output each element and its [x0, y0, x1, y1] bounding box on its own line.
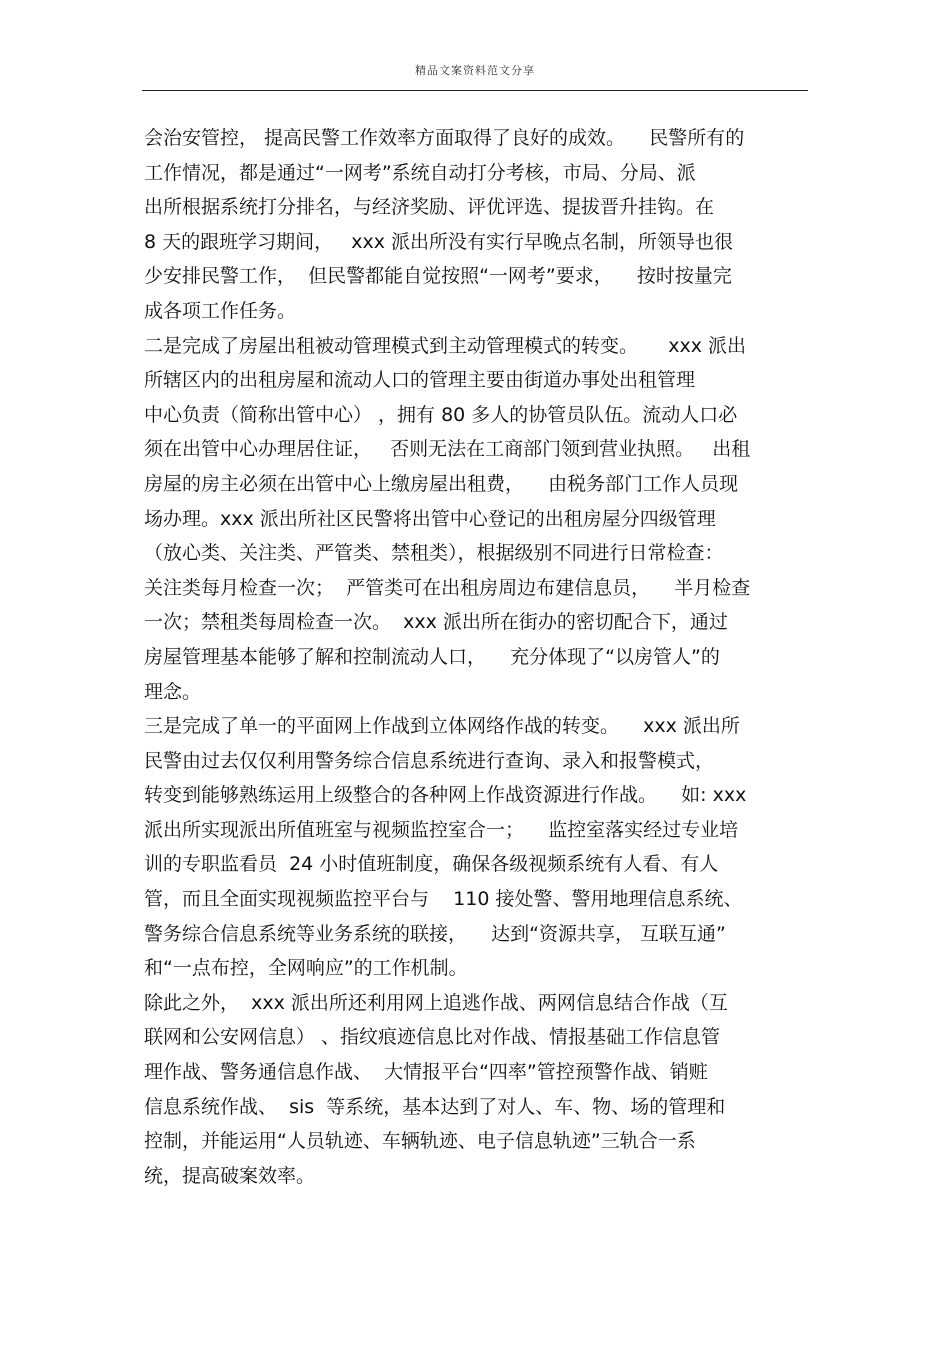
text-line: 中心负责（简称出管中心） ，拥有 80 多人的协管员队伍。流动人口必: [144, 403, 738, 426]
text-line: 联网和公安网信息） 、指纹痕迹信息比对作战、情报基础工作信息管: [144, 1026, 721, 1049]
text-line: 出所根据系统打分排名，与经济奖励、评优评选、提拔晋升挂钩。在: [144, 196, 715, 219]
text-line: 成各项工作任务。: [144, 299, 297, 322]
text-line: 一次；禁租类每周检查一次。 xxx 派出所在街办的密切配合下，通过: [144, 611, 728, 634]
text-line: 房屋的房主必须在出管中心上缴房屋出租费， 由税务部门工作人员现: [144, 472, 739, 495]
text-line: 三是完成了单一的平面网上作战到立体网络作战的转变。 xxx 派出所: [144, 715, 740, 738]
text-line: 少安排民警工作， 但民警都能自觉按照“一网考”要求， 按时按量完: [144, 265, 732, 288]
text-line: 除此之外， xxx 派出所还利用网上追逃作战、两网信息结合作战（互: [144, 991, 728, 1014]
text-line: 场办理。xxx 派出所社区民警将出管中心登记的出租房屋分四级管理: [144, 507, 716, 530]
text-line: 统，提高破案效率。: [144, 1164, 316, 1187]
header-divider: [142, 90, 808, 91]
text-line: 房屋管理基本能够了解和控制流动人口， 充分体现了“以房管人”的: [144, 645, 720, 668]
text-line: 二是完成了房屋出租被动管理模式到主动管理模式的转变。 xxx 派出: [144, 334, 746, 357]
text-line: 理作战、警务通信息作战、 大情报平台“四率”管控预警作战、销赃: [144, 1061, 708, 1084]
text-line: 派出所实现派出所值班室与视频监控室合一； 监控室落实经过专业培: [144, 818, 739, 841]
text-line: 民警由过去仅仅利用警务综合信息系统进行查询、录入和报警模式，: [144, 749, 715, 772]
text-line: 转变到能够熟练运用上级整合的各种网上作战资源进行作战。 如: xxx: [144, 784, 747, 807]
text-line: 理念。: [144, 680, 202, 703]
text-line: 管，而且全面实现视频监控平台与 110 接处警、警用地理信息系统、: [144, 888, 743, 911]
text-line: （放心类、关注类、严管类、禁租类），根据级别不同进行日常检查：: [144, 542, 724, 565]
text-line: 须在出管中心办理居住证， 否则无法在工商部门领到营业执照。 出租: [144, 438, 751, 461]
page-header-title: 精品文案资料范文分享: [415, 64, 535, 77]
text-line: 关注类每月检查一次； 严管类可在出租房周边布建信息员， 半月检查: [144, 576, 751, 599]
text-line: 控制，并能运用“人员轨迹、车辆轨迹、电子信息轨迹”三轨合一系: [144, 1130, 696, 1153]
text-line: 警务综合信息系统等业务系统的联接， 达到“资源共享， 互联互通”: [144, 922, 726, 945]
text-line: 所辖区内的出租房屋和流动人口的管理主要由街道办事处出租管理: [144, 369, 696, 392]
text-line: 工作情况，都是通过“一网考”系统自动打分考核，市局、分局、派: [144, 161, 696, 184]
text-line: 会治安管控， 提高民警工作效率方面取得了良好的成效。 民警所有的: [144, 127, 745, 149]
text-line: 训的专职监看员 24 小时值班制度，确保各级视频系统有人看、有人: [144, 853, 719, 876]
document-body: [144, 121, 810, 1193]
text-line: 8 天的跟班学习期间， xxx 派出所没有实行早晚点名制，所领导也很: [144, 230, 734, 253]
text-line: 和“一点布控，全网响应”的工作机制。: [144, 957, 468, 980]
text-line: 信息系统作战、 sis 等系统，基本达到了对人、车、物、场的管理和: [144, 1095, 726, 1118]
